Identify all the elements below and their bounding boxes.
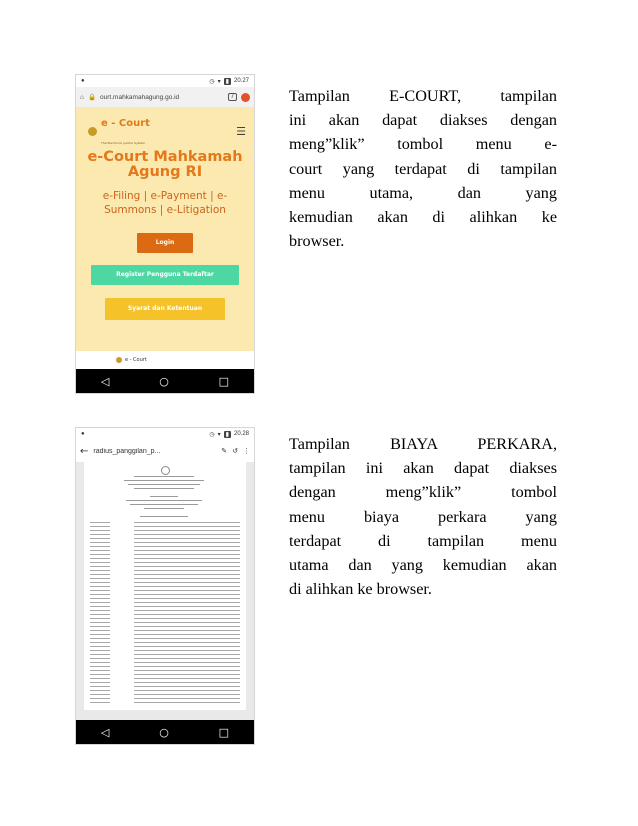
more-icon[interactable]: ⋮ <box>243 447 250 455</box>
share-icon[interactable]: ↺ <box>232 447 238 455</box>
doc-text-line <box>150 496 178 497</box>
recents-icon[interactable]: □ <box>218 725 230 739</box>
doc-body <box>90 522 240 706</box>
pdf-document-area[interactable] <box>76 462 254 720</box>
tab-count[interactable]: 7 <box>228 93 237 101</box>
footer-emblem-icon <box>116 357 122 363</box>
wifi-icon: ▾ <box>217 78 221 85</box>
alarm-icon: ◷ <box>209 78 215 85</box>
status-time: 20.28 <box>233 431 249 437</box>
doc-text-line <box>140 516 188 517</box>
recents-icon[interactable]: □ <box>218 374 230 388</box>
site-footer <box>76 351 254 369</box>
home-icon[interactable]: ○ <box>159 374 169 388</box>
android-nav-bar <box>76 369 254 393</box>
back-arrow-icon[interactable]: ← <box>80 445 89 457</box>
file-title: radius_panggilan_p... <box>93 447 161 455</box>
terms-button[interactable]: Syarat dan Ketentuan <box>105 298 225 320</box>
court-emblem-icon <box>88 127 97 136</box>
back-icon[interactable]: ◁ <box>100 374 110 388</box>
url-text[interactable]: ourt.mahkamahagung.go.id <box>100 93 180 101</box>
edit-icon[interactable]: ✎ <box>221 447 228 455</box>
status-bar <box>76 75 254 87</box>
desc-line: kemudian akan di alihkan ke <box>289 208 557 227</box>
status-time: 20.27 <box>233 78 249 84</box>
ecourt-screenshot <box>76 75 254 393</box>
ecourt-site <box>76 107 254 369</box>
desc-line: utama dan yang kemudian akan <box>289 556 557 575</box>
desc-line: ini akan dapat diakses dengan <box>289 111 557 130</box>
back-icon[interactable]: ◁ <box>100 725 110 739</box>
android-nav-bar <box>76 720 254 744</box>
doc-text-line <box>144 508 184 509</box>
desc-line: Tampilan BIAYA PERKARA, <box>289 435 557 453</box>
desc-line: tampilan ini akan dapat diakses <box>289 459 557 478</box>
hero-subtitle-line2: Summons | e-Litigation <box>104 203 226 216</box>
status-dot-icon: ● <box>81 78 85 84</box>
logo-subtext: The Electronic Justice System <box>101 141 146 145</box>
doc-text-line <box>126 500 202 501</box>
site-header <box>76 107 254 149</box>
doc-text-line <box>134 488 194 489</box>
browser-url-bar[interactable] <box>76 87 254 107</box>
desc-line: menu biaya perkara yang <box>289 507 557 526</box>
alarm-icon: ◷ <box>209 431 215 438</box>
browser-badge-icon[interactable] <box>241 93 250 102</box>
desc-line: court yang terdapat di tampilan <box>289 159 557 178</box>
status-right <box>209 431 249 438</box>
desc-line: Tampilan E-COURT, tampilan <box>289 87 557 105</box>
site-logo <box>101 113 150 149</box>
document-emblem-icon <box>161 466 170 475</box>
doc-text-line <box>124 480 204 481</box>
home-icon[interactable]: ○ <box>159 725 169 739</box>
status-dot-icon: ● <box>81 431 85 437</box>
pdf-viewer-toolbar <box>76 440 254 463</box>
doc-text-line <box>134 476 194 477</box>
hero-subtitle <box>76 190 254 216</box>
doc-text-line <box>130 504 198 505</box>
footer-logo-text: e - Court <box>125 357 147 363</box>
logo-text: e - Court <box>101 118 150 129</box>
desc-line: terdapat di tampilan menu <box>289 531 557 550</box>
desc-line: di alihkan ke browser. <box>289 580 432 599</box>
desc-line: meng”klik” tombol menu e- <box>289 135 557 154</box>
ecourt-description <box>289 84 557 253</box>
login-button[interactable]: Login <box>137 233 193 253</box>
pdf-page <box>84 462 246 710</box>
battery-icon: ▮ <box>225 78 229 85</box>
hero-title-line2: Agung RI <box>127 164 203 181</box>
desc-line: dengan meng”klik” tombol <box>289 483 557 502</box>
hero-title <box>76 150 254 180</box>
biaya-perkara-description <box>289 432 557 601</box>
lock-icon: 🔒 <box>87 94 97 101</box>
wifi-icon: ▾ <box>217 431 221 438</box>
battery-icon: ▮ <box>225 431 229 438</box>
menu-icon[interactable]: ☰ <box>236 124 246 138</box>
hero-subtitle-line1: e-Filing | e-Payment | e- <box>102 190 228 203</box>
status-right <box>209 78 249 85</box>
doc-text-line <box>128 484 200 485</box>
status-bar <box>76 428 254 440</box>
biaya-perkara-screenshot <box>76 428 254 744</box>
desc-line: menu utama, dan yang <box>289 183 557 202</box>
desc-line: browser. <box>289 232 345 251</box>
hero-title-line1: e-Court Mahkamah <box>87 149 243 165</box>
home-icon[interactable]: ⌂ <box>80 93 84 101</box>
register-button[interactable]: Register Pengguna Terdaftar <box>91 265 239 285</box>
